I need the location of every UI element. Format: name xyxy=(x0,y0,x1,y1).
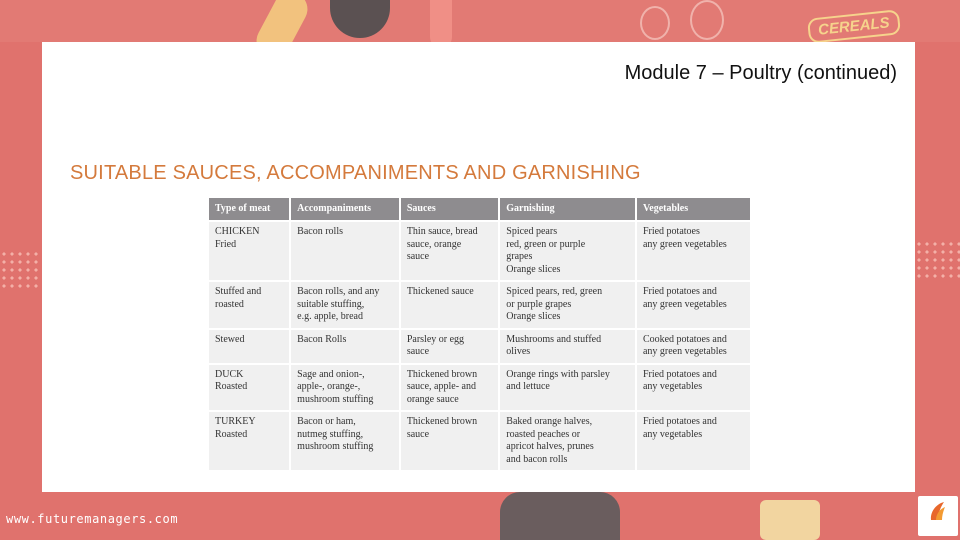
table-body xyxy=(209,222,750,470)
cell-text: Spiced pears, red, green xyxy=(506,286,603,297)
cell-text: sauce, apple- and xyxy=(406,381,476,392)
background-dots xyxy=(915,240,960,280)
table-cell xyxy=(209,412,289,470)
cell-text: Orange slices xyxy=(506,311,561,322)
cell-text: suitable stuffing, xyxy=(297,298,365,310)
table-cell xyxy=(637,330,750,363)
table-row xyxy=(209,365,750,411)
cell-text: TURKEY xyxy=(215,416,256,427)
column-header: Accompaniments xyxy=(291,198,399,220)
table-cell xyxy=(209,330,289,363)
table-cell xyxy=(401,412,498,470)
cell-text: Bacon or ham, xyxy=(297,416,356,427)
cell-text: Bacon Rolls xyxy=(297,333,347,345)
table-cell xyxy=(500,412,635,470)
cell-text: DUCK xyxy=(215,368,244,380)
cell-text: sauce xyxy=(406,428,430,440)
cell-text: any green vegetables xyxy=(642,298,727,310)
cell-text: grapes xyxy=(506,251,533,262)
table-row xyxy=(209,330,750,363)
cell-text: apple-, orange-, xyxy=(297,381,361,392)
cell-text: Bacon rolls xyxy=(297,226,343,237)
section-heading: SUITABLE SAUCES, ACCOMPANIMENTS AND GARNISHING xyxy=(70,162,641,184)
cell-text: Roasted xyxy=(215,381,248,392)
cell-text: Thickened brown xyxy=(406,416,478,427)
sauces-table xyxy=(207,196,752,472)
cell-text: Bacon rolls, and any xyxy=(297,286,380,297)
table-cell xyxy=(291,330,399,363)
table-cell xyxy=(209,222,289,280)
cell-text: mushroom stuffing xyxy=(297,441,374,452)
cell-text: Fried xyxy=(215,238,237,250)
cell-text: Fried potatoes and xyxy=(642,368,717,380)
cell-text: orange sauce xyxy=(406,393,459,405)
cell-text: Baked orange halves, xyxy=(506,416,593,427)
cell-text: Parsley or egg xyxy=(406,333,465,345)
cell-text: CHICKEN xyxy=(215,226,260,237)
cell-text: mushroom stuffing xyxy=(297,393,374,405)
cell-text: any green vegetables xyxy=(642,346,727,357)
cell-text: red, green or purple xyxy=(506,238,586,250)
cell-text: sauce xyxy=(406,251,430,262)
cell-text: Fried potatoes and xyxy=(642,416,717,427)
table-cell xyxy=(291,365,399,411)
table-row xyxy=(209,412,750,470)
background-stripe xyxy=(430,0,452,48)
table-cell xyxy=(401,330,498,363)
table-cell xyxy=(401,365,498,411)
cell-text: Cooked potatoes and xyxy=(642,333,727,345)
table-cell xyxy=(500,282,635,328)
cell-text: any green vegetables xyxy=(642,238,727,250)
column-header: Type of meat xyxy=(209,198,289,220)
page-title: Module 7 – Poultry (continued) xyxy=(624,62,897,84)
background-stripe xyxy=(760,500,820,540)
cell-text: any vegetables xyxy=(642,381,703,392)
table-cell xyxy=(291,222,399,280)
cell-text: apricot halves, prunes xyxy=(506,441,594,452)
cell-text: Spiced pears xyxy=(506,226,558,237)
table-cell xyxy=(637,412,750,470)
background-shape xyxy=(500,492,620,540)
cell-text: Orange rings with parsley xyxy=(506,368,610,380)
cell-text: Stewed xyxy=(215,333,245,345)
table-cell xyxy=(209,282,289,328)
cell-text: Thickened brown xyxy=(406,368,478,380)
table-cell xyxy=(291,412,399,470)
cell-text: Stuffed and xyxy=(215,286,262,297)
cell-text: sauce xyxy=(406,346,430,357)
table-cell xyxy=(637,282,750,328)
column-header: Garnishing xyxy=(500,198,635,220)
cell-text: Fried potatoes and xyxy=(642,286,717,297)
table-cell xyxy=(500,365,635,411)
table-cell xyxy=(401,222,498,280)
wheat-icon xyxy=(640,6,670,40)
slide-card xyxy=(42,42,915,492)
footer-url: www.futuremanagers.com xyxy=(6,512,179,526)
cell-text: e.g. apple, bread xyxy=(297,311,363,322)
cell-text: roasted xyxy=(215,298,244,310)
logo-mark-icon xyxy=(928,500,946,522)
cell-text: sauce, orange xyxy=(406,238,462,250)
cell-text: or purple grapes xyxy=(506,298,572,310)
cell-text: Orange slices xyxy=(506,263,561,275)
cell-text: roasted peaches or xyxy=(506,428,581,440)
cell-text: and lettuce xyxy=(506,381,550,392)
cell-text: olives xyxy=(506,346,531,357)
cell-text: Thickened sauce xyxy=(406,286,474,297)
cell-text: Sage and onion-, xyxy=(297,368,365,380)
table-cell xyxy=(209,365,289,411)
column-header: Vegetables xyxy=(637,198,750,220)
table-cell xyxy=(500,330,635,363)
cell-text: any vegetables xyxy=(642,428,703,440)
table-cell xyxy=(637,222,750,280)
cell-text: and bacon rolls xyxy=(506,453,568,465)
cell-text: Thin sauce, bread xyxy=(406,226,478,237)
cell-text: nutmeg stuffing, xyxy=(297,428,364,440)
table-row xyxy=(209,222,750,280)
cell-text: Fried potatoes xyxy=(642,226,700,237)
cell-text: Mushrooms and stuffed xyxy=(506,333,602,345)
column-header: Sauces xyxy=(401,198,498,220)
table-cell xyxy=(500,222,635,280)
cereals-badge: CEREALS xyxy=(807,9,901,43)
table-row xyxy=(209,282,750,328)
wheat-icon xyxy=(690,0,724,40)
future-managers-logo xyxy=(918,496,958,536)
table-cell xyxy=(291,282,399,328)
cell-text: Roasted xyxy=(215,428,248,440)
table-header-row xyxy=(209,198,750,220)
table-cell xyxy=(401,282,498,328)
table-cell xyxy=(637,365,750,411)
